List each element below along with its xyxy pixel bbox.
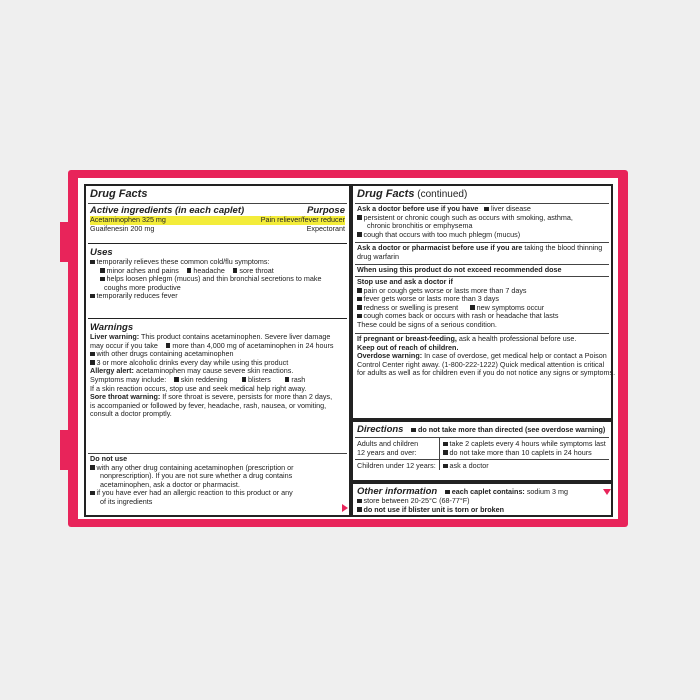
do-not-use-item: acetaminophen, ask a doctor or pharmacist. [100, 479, 240, 489]
sore-throat-text: If sore throat is severe, persists for more than 2 days, [160, 392, 333, 402]
symptom: rash [291, 374, 306, 384]
drug-facts-title-continued: Drug Facts [357, 188, 415, 200]
uses-title: Uses [90, 247, 113, 258]
ingredient-name: Acetaminophen 325 mg [90, 215, 166, 224]
ask-doctor-item: persistent or chronic cough such as occurs with smoking, asthma, [363, 212, 573, 222]
uses-line: temporarily relieves these common cold/flu symptoms: [96, 257, 270, 266]
pregnancy-label: If pregnant or breast-feeding, [357, 334, 457, 343]
ingredient-purpose: Pain reliever/fever reducer [260, 215, 345, 224]
stop-use-item: redness or swelling is present [363, 302, 459, 312]
continued-label: (continued) [414, 189, 468, 200]
directions-note: do not take more than directed (see overdose warning) [417, 425, 606, 434]
adult-label: 12 years and over: [357, 447, 417, 457]
ingredient-name: Guaifenesin 200 mg [90, 223, 155, 233]
liver-warning-text: with other drugs containing acetaminophen [96, 349, 234, 359]
directions-panel [351, 420, 613, 482]
uses-line: coughs more productive [104, 282, 181, 292]
overdose-text: for adults as well as for children even if you do not notice any signs or symptoms. [357, 368, 616, 378]
ask-pharmacist-label: Ask a doctor or pharmacist before use if you are [357, 243, 523, 252]
liver-warning-text: may occur if you take [90, 340, 158, 350]
ingredient-purpose: Expectorant [306, 223, 345, 233]
uses-line: helps loosen phlegm (mucus) and thin bronchial secretions to make [106, 274, 322, 284]
uses-symptom: headache [193, 265, 225, 275]
stop-use-item: cough comes back or occurs with rash or headache that lasts [363, 311, 559, 321]
stop-use-note: These could be signs of a serious condition. [357, 319, 497, 329]
sore-throat-label: Sore throat warning: [90, 392, 161, 402]
do-not-use-item: if you have ever had an allergic reaction to this product or any [96, 488, 293, 498]
child-direction: ask a doctor [449, 461, 489, 470]
liver-warning-label: Liver warning: [90, 332, 140, 341]
package-tab-bottom [60, 430, 70, 470]
child-label: Children under 12 years: [357, 461, 436, 470]
drug-facts-label [78, 178, 618, 519]
pregnancy-text: ask a health professional before use. [456, 334, 577, 343]
active-ingredients-header: Active ingredients (in each caplet) [90, 205, 245, 216]
overdose-label: Overdose warning: [357, 351, 423, 361]
do-not-use-item: nonprescription). If you are not sure whether a drug contains [100, 471, 293, 481]
continue-arrow-icon [342, 504, 348, 512]
allergy-alert-label: Allergy alert: [90, 366, 134, 376]
uses-symptom: sore throat [239, 265, 274, 275]
do-not-use-item: with any other drug containing acetaminophen (prescription or [96, 462, 294, 472]
stop-use-item: pain or cough gets worse or lasts more than 7 days [363, 285, 527, 295]
blister-warning: do not use if blister unit is torn or broken [363, 504, 505, 514]
directions-title: Directions [357, 424, 404, 435]
overdose-text: In case of overdose, get medical help or contact a Poison [422, 351, 607, 361]
stop-use-item: fever gets worse or lasts more than 3 days [363, 294, 499, 304]
caplet-contents-label: each caplet contains: [451, 487, 525, 496]
stop-use-label: Stop use and ask a doctor if [357, 277, 453, 286]
ask-doctor-item: cough that occurs with too much phlegm (mucus) [363, 229, 521, 239]
storage-text: store between 20-25°C (68-77°F) [363, 496, 470, 505]
symptoms-intro: Symptoms may include: [90, 374, 167, 384]
other-information-title: Other information [357, 486, 438, 497]
drug-facts-left-panel [84, 184, 351, 517]
symptom: blisters [248, 374, 271, 384]
allergy-alert-text: acetaminophen may cause severe skin reactions. [133, 366, 294, 376]
uses-symptom: minor aches and pains [106, 265, 179, 275]
liver-warning-text: more than 4,000 mg of acetaminophen in 24 hours [172, 340, 334, 350]
liver-warning-text: This product contains acetaminophen. Severe liver damage [139, 332, 331, 341]
end-arrow-icon [603, 489, 611, 495]
sore-throat-text: is accompanied or followed by fever, headache, rash, nausea, or vomiting, [90, 400, 327, 410]
stop-use-item: new symptoms occur [476, 302, 545, 312]
ask-doctor-item: chronic bronchitis or emphysema [367, 221, 473, 231]
ask-doctor-item: liver disease [490, 204, 531, 213]
ingredient-row [90, 225, 345, 234]
symptom: skin reddening [180, 374, 228, 384]
sore-throat-text: consult a doctor promptly. [90, 409, 172, 419]
when-using-text: When using this product do not exceed recommended dose [357, 265, 562, 274]
purpose-header: Purpose [306, 205, 345, 216]
overdose-text: Control Center right away. (1-800-222-1222) Quick medical attention is critical [357, 359, 605, 369]
ask-doctor-label: Ask a doctor before use if you have [357, 204, 479, 213]
do-not-use-item: of its ingredients [100, 496, 153, 506]
skin-reaction-text: If a skin reaction occurs, stop use and seek medical help right away. [90, 383, 307, 393]
keep-out-of-reach: Keep out of reach of children. [357, 342, 459, 352]
warnings-title: Warnings [90, 322, 134, 333]
adult-label: Adults and children [357, 439, 419, 448]
package-tab-top [60, 222, 70, 262]
ask-pharmacist-text: drug warfarin [357, 251, 399, 261]
other-information-panel [351, 482, 613, 517]
liver-warning-text: 3 or more alcoholic drinks every day while using this product [96, 357, 289, 367]
do-not-use-title: Do not use [90, 454, 128, 463]
caplet-contents-value: sodium 3 mg [524, 487, 568, 496]
adult-direction: do not take more than 10 caplets in 24 hours [449, 447, 592, 457]
drug-facts-title: Drug Facts [90, 188, 148, 200]
uses-line: temporarily reduces fever [96, 291, 178, 301]
drug-facts-right-panel [351, 184, 616, 420]
ask-pharmacist-text: taking the blood thinning [522, 243, 603, 252]
adult-direction: take 2 caplets every 4 hours while symptoms last [449, 439, 606, 448]
